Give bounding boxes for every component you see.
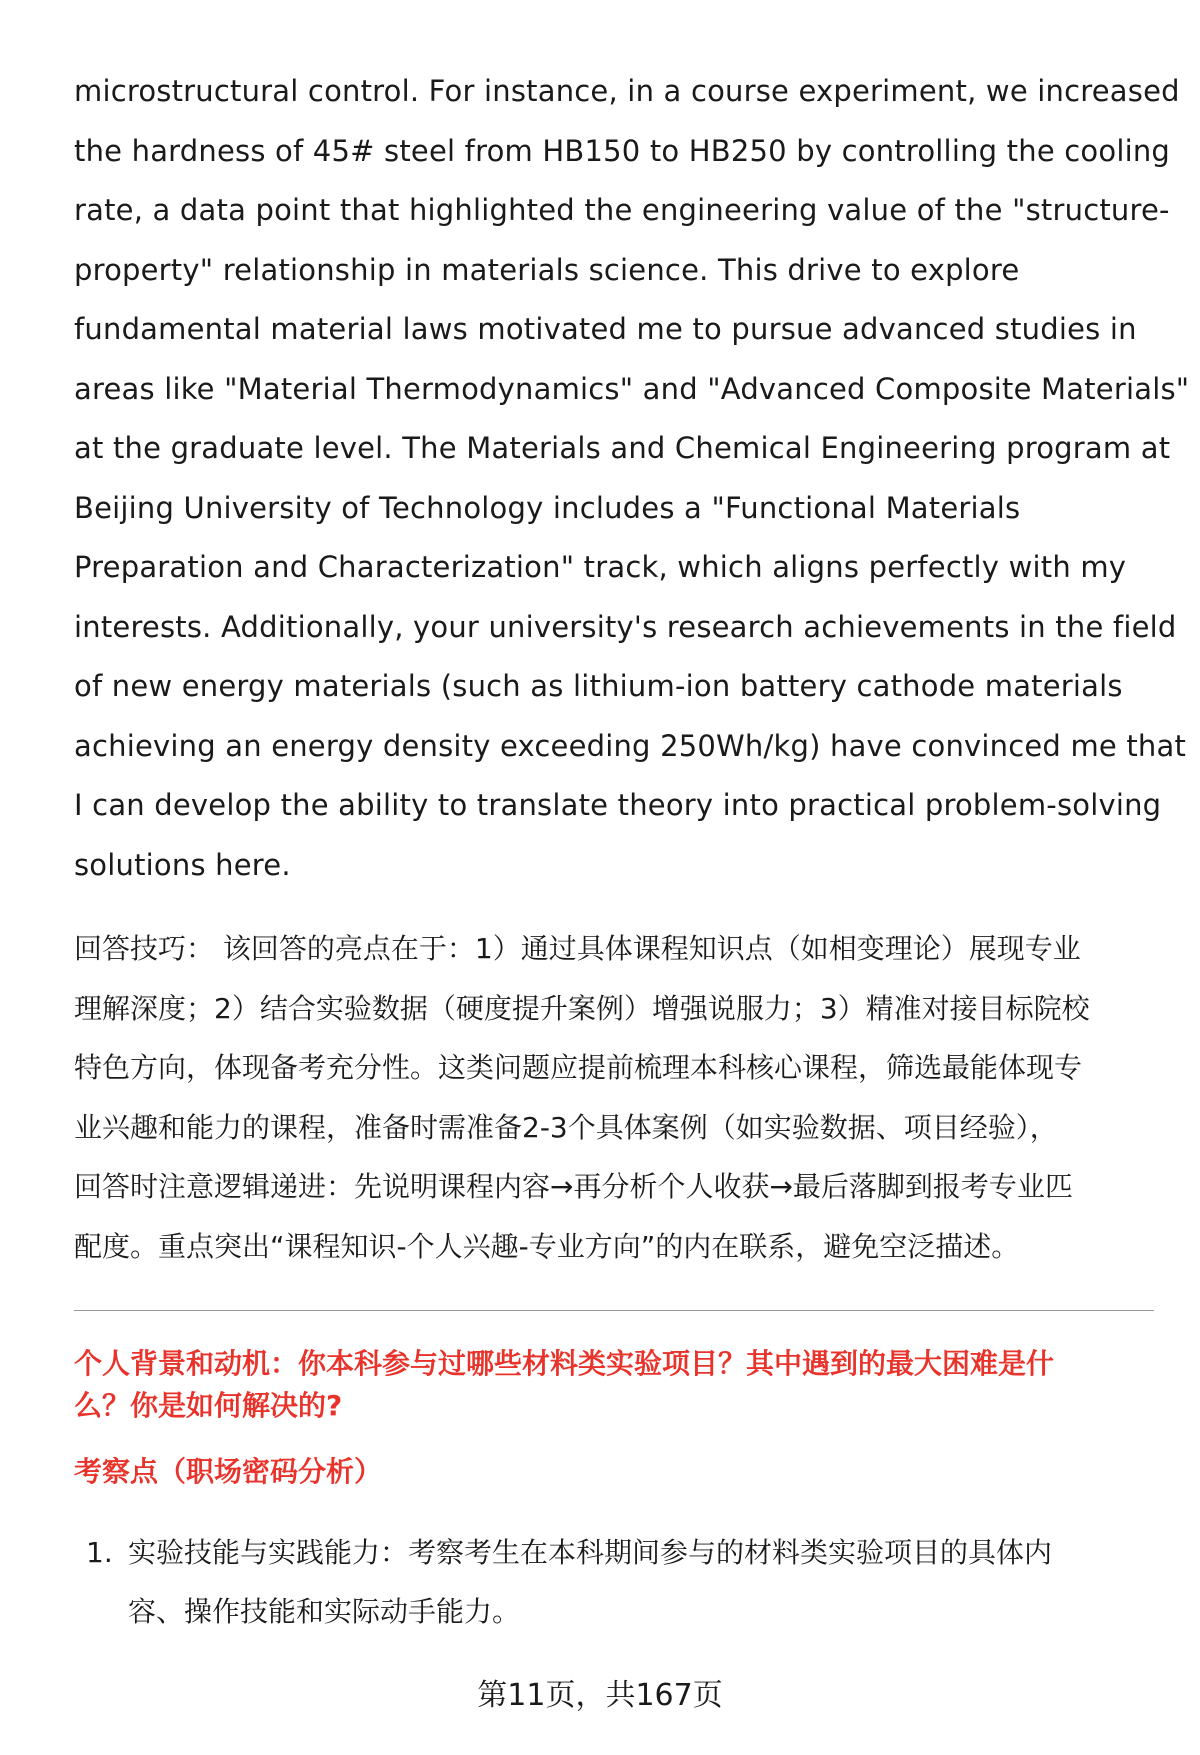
document-page	[74, 62, 1190, 1641]
body-line: interests. Additionally, your university's research achievements in the field	[74, 609, 1177, 644]
tips-line: 回答技巧： 该回答的亮点在于：1）通过具体课程知识点（如相变理论）展现专业	[74, 932, 1081, 965]
tips-line: 配度。重点突出“课程知识-个人兴趣-专业方向”的内在联系，避免空泛描述。	[74, 1229, 1020, 1263]
list-item-number: 1.	[86, 1536, 113, 1569]
tips-line: 理解深度；2）结合实验数据（硬度提升案例）增强说服力；3）精准对接目标院校	[74, 991, 1090, 1025]
question-line: 个人背景和动机：你本科参与过哪些材料类实验项目？其中遇到的最大困难是什	[74, 1347, 1055, 1380]
body-line: solutions here.	[74, 847, 291, 882]
question-line: 么？你是如何解决的?	[74, 1389, 343, 1422]
body-line: microstructural control. For instance, in a course experiment, we increased	[74, 74, 1180, 108]
body-line: areas like "Material Thermodynamics" and "Advanced Composite Materials"	[74, 371, 1190, 406]
evaluation-points-list	[74, 1523, 1154, 1641]
page-footer: 第11页，共167页	[477, 1678, 723, 1713]
tips-line: 特色方向，体现备考充分性。这类问题应提前梳理本科核心课程，筛选最能体现专	[74, 1051, 1083, 1084]
list-item-line: 容、操作技能和实际动手能力。	[128, 1595, 521, 1628]
body-line: property" relationship in materials science. This drive to explore	[74, 252, 1020, 287]
body-line: of new energy materials (such as lithium-ion battery cathode materials	[74, 669, 1123, 703]
body-paragraph	[74, 62, 1190, 895]
body-line: the hardness of 45# steel from HB150 to HB250 by controlling the cooling	[74, 133, 1171, 168]
question-heading	[74, 1343, 1154, 1427]
body-line: I can develop the ability to translate theory into practical problem-solving	[74, 788, 1162, 822]
section-title: 考察点（职场密码分析）	[74, 1455, 383, 1488]
body-line: rate, a data point that highlighted the engineering value of the "structure-	[74, 193, 1170, 227]
body-line: fundamental material laws motivated me to pursue advanced studies in	[74, 312, 1137, 346]
answer-tips	[74, 919, 1154, 1276]
section-divider	[74, 1310, 1154, 1311]
body-line: at the graduate level. The Materials and Chemical Engineering program at	[74, 431, 1171, 465]
list-item	[74, 1523, 1154, 1641]
tips-line: 回答时注意逻辑递进：先说明课程内容→再分析个人收获→最后落脚到报考专业匹	[74, 1170, 1073, 1203]
list-item-line: 实验技能与实践能力：考察考生在本科期间参与的材料类实验项目的具体内	[128, 1536, 1053, 1569]
body-line: Preparation and Characterization" track, which aligns perfectly with my	[74, 550, 1127, 584]
body-line: Beijing University of Technology includes a "Functional Materials	[74, 490, 1021, 525]
tips-line: 业兴趣和能力的课程，准备时需准备2-3个具体案例（如实验数据、项目经验），	[74, 1110, 1058, 1144]
body-line: achieving an energy density exceeding 250Wh/kg) have convinced me that	[74, 728, 1187, 763]
